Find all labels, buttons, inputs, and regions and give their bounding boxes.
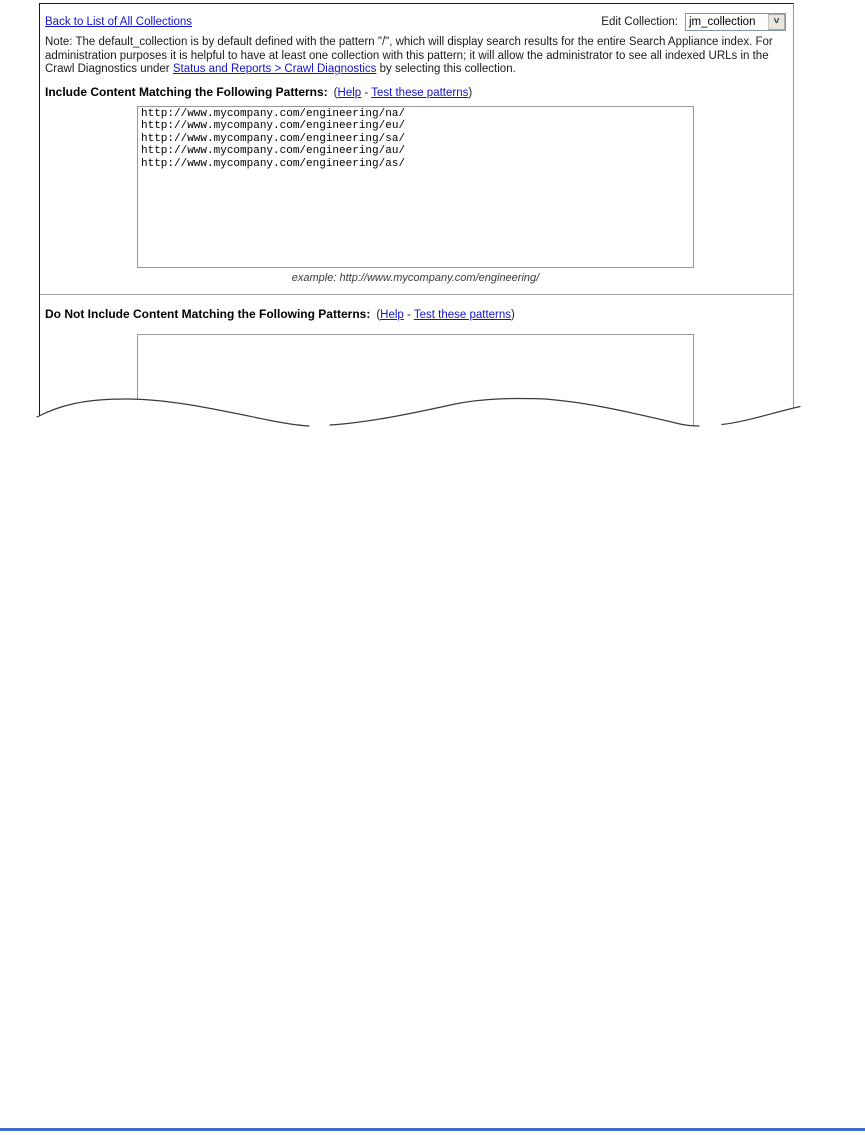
bottom-blue-line <box>0 1128 865 1131</box>
include-test-patterns-link[interactable]: Test these patterns <box>371 86 469 99</box>
include-patterns-textarea[interactable] <box>137 106 694 268</box>
status-reports-crawl-diagnostics-link[interactable]: Status and Reports > Crawl Diagnostics <box>172 63 377 75</box>
close-paren: ) <box>468 86 473 99</box>
include-example-text: example: http://www.mycompany.com/engineering/ <box>291 271 540 284</box>
collection-select[interactable] <box>685 13 786 31</box>
close-paren: ) <box>511 308 515 321</box>
top-bar <box>45 13 786 31</box>
exclude-patterns-label: Do Not Include Content Matching the Following Patterns: <box>45 306 371 321</box>
include-patterns-column <box>137 106 694 284</box>
link-separator: - <box>403 308 414 321</box>
exclude-help-link[interactable]: Help <box>380 308 404 321</box>
note-text-after-link: by selecting this collection. <box>376 63 516 75</box>
link-separator: - <box>361 86 372 99</box>
note-text-before-link: Note: The default_collection is by default defined with the pattern "/", which will display search results for the entire Search Appliance index. For administration purposes it is helpful to have at least one collection with this pattern; it will allow the administrator to see all indexed URLs in the Crawl Diagnostics under <box>45 36 773 75</box>
back-to-collections-link[interactable]: Back to List of All Collections <box>45 16 193 28</box>
exclude-patterns-header <box>45 307 793 322</box>
include-patterns-header <box>45 85 793 100</box>
edit-collection-control <box>601 13 786 31</box>
edit-collection-panel <box>39 3 794 455</box>
open-paren: ( <box>333 86 338 99</box>
chevron-down-icon[interactable]: ˅ <box>768 14 785 30</box>
include-patterns-label: Include Content Matching the Following Patterns: <box>45 84 328 99</box>
edit-collection-label: Edit Collection: <box>601 16 678 28</box>
exclude-header-links <box>376 309 515 321</box>
section-divider <box>40 294 793 295</box>
exclude-patterns-column <box>137 334 694 456</box>
exclude-patterns-textarea[interactable] <box>137 334 694 456</box>
note-paragraph <box>45 36 785 77</box>
include-header-links <box>334 87 473 99</box>
exclude-test-patterns-link[interactable]: Test these patterns <box>413 308 512 321</box>
collection-select-value: jm_collection <box>689 16 756 28</box>
include-help-link[interactable]: Help <box>337 86 362 99</box>
open-paren: ( <box>376 308 381 321</box>
